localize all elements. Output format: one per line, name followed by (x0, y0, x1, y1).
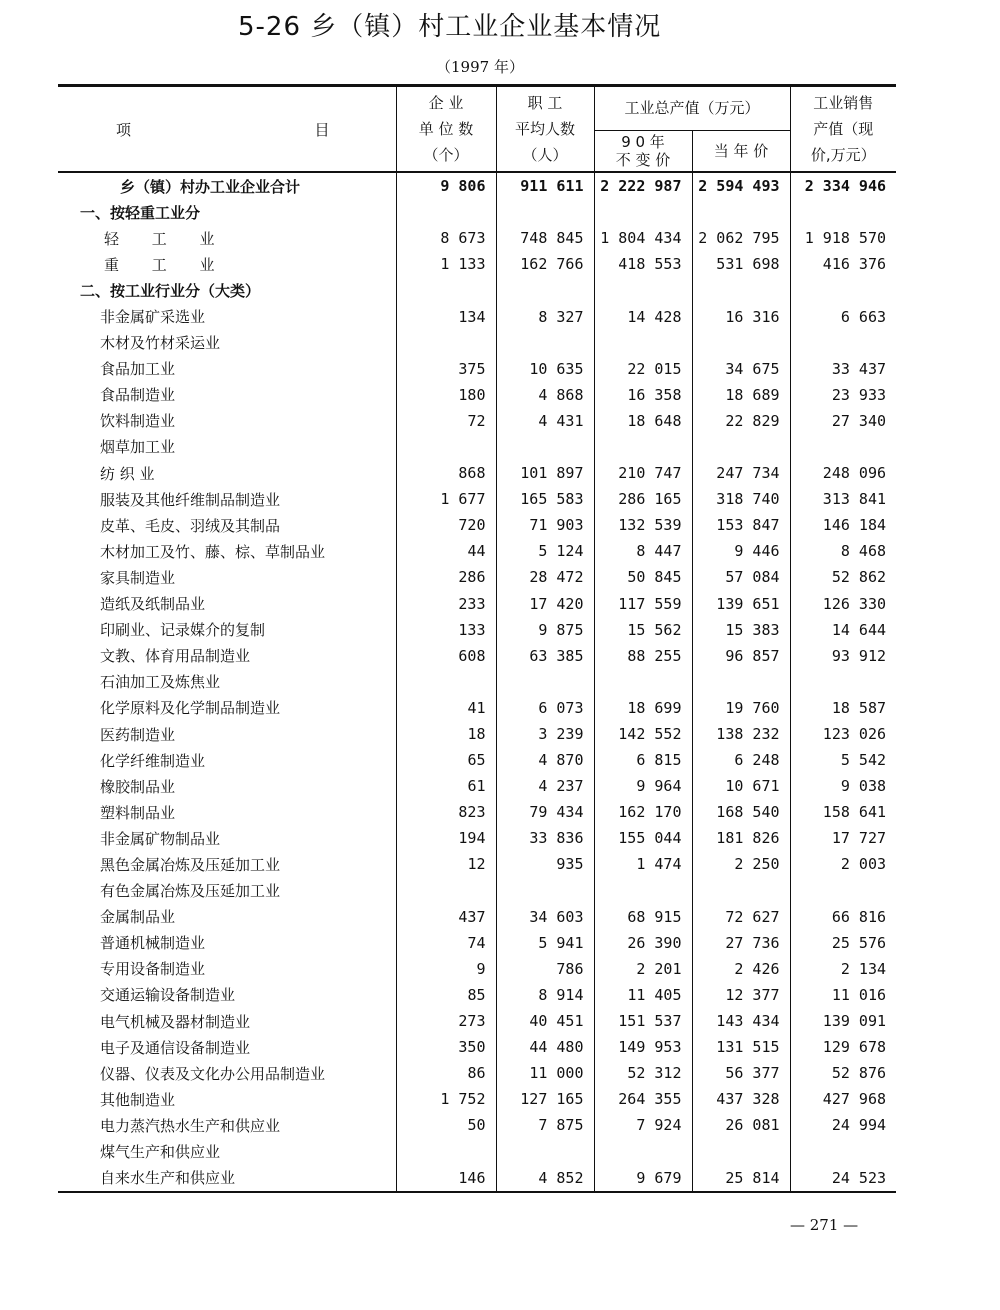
table-row (58, 1060, 896, 1086)
cell-enterprise-count: 134 (396, 303, 496, 329)
cell-output-current-price (692, 277, 790, 303)
cell-output-current-price: 2 426 (692, 956, 790, 982)
cell-employee-count: 4 870 (496, 747, 594, 773)
cell-output-current-price: 34 675 (692, 356, 790, 382)
cell-sales-output: 5 542 (790, 747, 896, 773)
row-label: 皮革、毛皮、羽绒及其制品 (100, 516, 281, 535)
cell-enterprise-count: 608 (396, 643, 496, 669)
cell-output-constant-price: 1 474 (594, 851, 692, 877)
header-employee-count: 职 工 平均人数 （人） (496, 86, 594, 173)
row-label: 有色金属冶炼及压延加工业 (100, 882, 281, 901)
cell-enterprise-count: 180 (396, 382, 496, 408)
cell-enterprise-count: 1 677 (396, 486, 496, 512)
cell-output-constant-price: 210 747 (594, 460, 692, 486)
cell-output-constant-price: 26 390 (594, 930, 692, 956)
row-label: 塑料制品业 (100, 803, 176, 822)
row-label: 医药制造业 (100, 725, 176, 744)
row-label: 煤气生产和供应业 (100, 1143, 221, 1162)
table-row (58, 1086, 896, 1112)
cell-output-constant-price: 50 845 (594, 564, 692, 590)
cell-output-constant-price: 117 559 (594, 591, 692, 617)
cell-output-current-price (692, 330, 790, 356)
row-label: 烟草加工业 (100, 438, 176, 457)
cell-sales-output: 9 038 (790, 773, 896, 799)
row-label: 化学纤维制造业 (100, 751, 206, 770)
cell-sales-output: 18 587 (790, 695, 896, 721)
cell-output-constant-price: 8 447 (594, 538, 692, 564)
cell-enterprise-count: 85 (396, 982, 496, 1008)
cell-output-current-price: 25 814 (692, 1165, 790, 1192)
cell-employee-count: 101 897 (496, 460, 594, 486)
cell-output-current-price: 143 434 (692, 1008, 790, 1034)
cell-sales-output (790, 669, 896, 695)
cell-output-constant-price: 132 539 (594, 512, 692, 538)
cell-enterprise-count (396, 1138, 496, 1164)
cell-sales-output: 2 334 946 (790, 172, 896, 199)
cell-enterprise-count: 437 (396, 904, 496, 930)
cell-output-constant-price: 22 015 (594, 356, 692, 382)
table-row (58, 1138, 896, 1164)
cell-output-current-price: 318 740 (692, 486, 790, 512)
cell-enterprise-count: 8 673 (396, 225, 496, 251)
cell-sales-output: 123 026 (790, 721, 896, 747)
header-output-current-price: 当 年 价 (692, 130, 790, 172)
cell-output-current-price (692, 434, 790, 460)
table-row (58, 172, 896, 199)
cell-employee-count (496, 330, 594, 356)
cell-enterprise-count: 720 (396, 512, 496, 538)
cell-employee-count: 162 766 (496, 251, 594, 277)
cell-output-constant-price: 286 165 (594, 486, 692, 512)
cell-enterprise-count: 350 (396, 1034, 496, 1060)
row-label: 食品加工业 (100, 360, 176, 379)
cell-enterprise-count (396, 434, 496, 460)
cell-output-current-price: 139 651 (692, 591, 790, 617)
cell-enterprise-count: 375 (396, 356, 496, 382)
cell-employee-count: 4 237 (496, 773, 594, 799)
table-row (58, 904, 896, 930)
cell-sales-output: 2 003 (790, 851, 896, 877)
cell-sales-output: 14 644 (790, 617, 896, 643)
cell-output-constant-price: 7 924 (594, 1112, 692, 1138)
cell-enterprise-count: 273 (396, 1008, 496, 1034)
row-label: 交通运输设备制造业 (100, 986, 236, 1005)
cell-sales-output: 66 816 (790, 904, 896, 930)
cell-employee-count (496, 277, 594, 303)
table-row (58, 512, 896, 538)
cell-enterprise-count: 65 (396, 747, 496, 773)
cell-output-constant-price: 9 964 (594, 773, 692, 799)
table-row (58, 1008, 896, 1034)
cell-employee-count: 748 845 (496, 225, 594, 251)
cell-employee-count (496, 878, 594, 904)
cell-employee-count: 8 914 (496, 982, 594, 1008)
row-label: 金属制品业 (100, 908, 176, 927)
cell-output-current-price (692, 878, 790, 904)
cell-output-constant-price: 14 428 (594, 303, 692, 329)
row-label: 非金属矿物制品业 (100, 829, 221, 848)
cell-employee-count: 786 (496, 956, 594, 982)
table-row (58, 199, 896, 225)
table-row (58, 1165, 896, 1192)
cell-sales-output: 129 678 (790, 1034, 896, 1060)
cell-output-constant-price (594, 434, 692, 460)
cell-employee-count: 79 434 (496, 799, 594, 825)
row-label: 二、按工业行业分（大类） (80, 281, 261, 300)
cell-output-current-price: 16 316 (692, 303, 790, 329)
cell-output-constant-price (594, 1138, 692, 1164)
cell-output-current-price: 2 062 795 (692, 225, 790, 251)
cell-employee-count: 63 385 (496, 643, 594, 669)
row-label: 食品制造业 (100, 386, 176, 405)
table-row (58, 303, 896, 329)
cell-output-current-price: 96 857 (692, 643, 790, 669)
cell-sales-output: 248 096 (790, 460, 896, 486)
table-row (58, 356, 896, 382)
cell-sales-output: 8 468 (790, 538, 896, 564)
row-label: 化学原料及化学制品制造业 (100, 699, 281, 718)
cell-output-constant-price: 264 355 (594, 1086, 692, 1112)
cell-enterprise-count: 1 752 (396, 1086, 496, 1112)
row-label: 文教、体育用品制造业 (100, 647, 251, 666)
table-row (58, 982, 896, 1008)
table-row (58, 956, 896, 982)
cell-employee-count: 5 941 (496, 930, 594, 956)
table-body (58, 172, 896, 1192)
cell-output-constant-price (594, 277, 692, 303)
page-number: — 271 — (790, 1216, 859, 1234)
cell-output-current-price: 12 377 (692, 982, 790, 1008)
cell-output-current-price: 6 248 (692, 747, 790, 773)
cell-enterprise-count: 823 (396, 799, 496, 825)
table-row (58, 851, 896, 877)
table-row (58, 643, 896, 669)
cell-employee-count: 11 000 (496, 1060, 594, 1086)
cell-employee-count: 17 420 (496, 591, 594, 617)
cell-sales-output: 2 134 (790, 956, 896, 982)
cell-output-constant-price: 16 358 (594, 382, 692, 408)
table-row (58, 382, 896, 408)
cell-sales-output: 27 340 (790, 408, 896, 434)
cell-enterprise-count: 1 133 (396, 251, 496, 277)
cell-enterprise-count: 868 (396, 460, 496, 486)
row-label: 重 工 业 (104, 255, 229, 274)
cell-employee-count (496, 669, 594, 695)
cell-output-constant-price: 88 255 (594, 643, 692, 669)
cell-sales-output (790, 199, 896, 225)
cell-output-constant-price: 2 201 (594, 956, 692, 982)
cell-output-current-price: 531 698 (692, 251, 790, 277)
cell-employee-count: 8 327 (496, 303, 594, 329)
cell-sales-output: 427 968 (790, 1086, 896, 1112)
cell-output-current-price: 57 084 (692, 564, 790, 590)
cell-output-constant-price: 418 553 (594, 251, 692, 277)
row-label: 专用设备制造业 (100, 960, 206, 979)
table-row (58, 277, 896, 303)
cell-employee-count: 3 239 (496, 721, 594, 747)
cell-enterprise-count: 146 (396, 1165, 496, 1192)
data-table (58, 84, 896, 1193)
cell-output-current-price: 26 081 (692, 1112, 790, 1138)
cell-enterprise-count: 9 806 (396, 172, 496, 199)
table-row (58, 486, 896, 512)
header-sales-output: 工业销售 产值（现 价,万元） (790, 86, 896, 173)
table-row (58, 538, 896, 564)
table-subtitle-year: （1997 年） (436, 58, 524, 76)
cell-enterprise-count: 18 (396, 721, 496, 747)
cell-enterprise-count: 86 (396, 1060, 496, 1086)
row-label: 电子及通信设备制造业 (100, 1038, 251, 1057)
row-label: 木材及竹材采运业 (100, 334, 221, 353)
table-row (58, 330, 896, 356)
cell-output-current-price: 19 760 (692, 695, 790, 721)
row-label: 乡（镇）村办工业企业合计 (120, 177, 301, 196)
cell-output-constant-price: 1 804 434 (594, 225, 692, 251)
cell-employee-count: 935 (496, 851, 594, 877)
cell-sales-output (790, 277, 896, 303)
cell-output-constant-price (594, 199, 692, 225)
row-label: 石油加工及炼焦业 (100, 673, 221, 692)
cell-sales-output: 6 663 (790, 303, 896, 329)
cell-employee-count: 5 124 (496, 538, 594, 564)
cell-output-constant-price: 18 648 (594, 408, 692, 434)
cell-sales-output (790, 330, 896, 356)
cell-sales-output: 52 862 (790, 564, 896, 590)
cell-output-current-price: 72 627 (692, 904, 790, 930)
table-row (58, 773, 896, 799)
cell-output-constant-price: 162 170 (594, 799, 692, 825)
row-label: 纺 织 业 (100, 464, 155, 483)
cell-employee-count: 33 836 (496, 825, 594, 851)
cell-output-current-price: 18 689 (692, 382, 790, 408)
row-label: 印刷业、记录媒介的复制 (100, 621, 266, 640)
table-row (58, 591, 896, 617)
cell-sales-output: 313 841 (790, 486, 896, 512)
cell-enterprise-count: 233 (396, 591, 496, 617)
cell-output-current-price: 27 736 (692, 930, 790, 956)
cell-enterprise-count (396, 669, 496, 695)
cell-output-current-price: 15 383 (692, 617, 790, 643)
table-row (58, 251, 896, 277)
table-row (58, 695, 896, 721)
cell-output-current-price: 2 250 (692, 851, 790, 877)
cell-enterprise-count: 50 (396, 1112, 496, 1138)
cell-output-constant-price: 149 953 (594, 1034, 692, 1060)
header-item-left: 项 (116, 121, 132, 139)
cell-sales-output: 24 523 (790, 1165, 896, 1192)
cell-enterprise-count: 286 (396, 564, 496, 590)
row-label: 黑色金属冶炼及压延加工业 (100, 855, 281, 874)
table-row (58, 825, 896, 851)
row-label: 饮料制造业 (100, 412, 176, 431)
row-label: 自来水生产和供应业 (58, 1165, 396, 1192)
cell-employee-count: 7 875 (496, 1112, 594, 1138)
cell-output-constant-price: 18 699 (594, 695, 692, 721)
row-label: 电气机械及器材制造业 (100, 1012, 251, 1031)
table-row (58, 669, 896, 695)
cell-employee-count (496, 199, 594, 225)
cell-employee-count: 9 875 (496, 617, 594, 643)
cell-output-current-price (692, 669, 790, 695)
cell-employee-count: 40 451 (496, 1008, 594, 1034)
table-row (58, 1112, 896, 1138)
cell-enterprise-count (396, 330, 496, 356)
table-row (58, 460, 896, 486)
row-label: 普通机械制造业 (100, 934, 206, 953)
cell-output-constant-price: 155 044 (594, 825, 692, 851)
cell-sales-output: 52 876 (790, 1060, 896, 1086)
header-enterprise-count: 企 业 单 位 数 （个） (396, 86, 496, 173)
cell-sales-output: 126 330 (790, 591, 896, 617)
cell-sales-output: 11 016 (790, 982, 896, 1008)
table-row (58, 1034, 896, 1060)
row-label: 木材加工及竹、藤、棕、草制品业 (100, 542, 326, 561)
row-label: 一、按轻重工业分 (80, 203, 201, 222)
cell-output-current-price: 437 328 (692, 1086, 790, 1112)
cell-sales-output: 146 184 (790, 512, 896, 538)
row-label: 电力蒸汽热水生产和供应业 (100, 1116, 281, 1135)
row-label: 家具制造业 (100, 568, 176, 587)
table-row (58, 434, 896, 460)
cell-employee-count: 10 635 (496, 356, 594, 382)
cell-sales-output (790, 878, 896, 904)
cell-output-constant-price (594, 669, 692, 695)
cell-output-constant-price: 11 405 (594, 982, 692, 1008)
cell-enterprise-count: 74 (396, 930, 496, 956)
cell-sales-output (790, 1138, 896, 1164)
row-label: 其他制造业 (100, 1090, 176, 1109)
cell-enterprise-count: 72 (396, 408, 496, 434)
cell-output-current-price: 131 515 (692, 1034, 790, 1060)
cell-employee-count: 6 073 (496, 695, 594, 721)
row-label: 非金属矿采选业 (100, 308, 206, 327)
cell-sales-output: 1 918 570 (790, 225, 896, 251)
cell-employee-count: 44 480 (496, 1034, 594, 1060)
cell-output-constant-price: 6 815 (594, 747, 692, 773)
cell-output-constant-price: 9 679 (594, 1165, 692, 1192)
cell-output-current-price: 10 671 (692, 773, 790, 799)
table-header (58, 86, 896, 173)
cell-sales-output: 33 437 (790, 356, 896, 382)
table-row (58, 721, 896, 747)
cell-enterprise-count: 133 (396, 617, 496, 643)
cell-enterprise-count: 12 (396, 851, 496, 877)
cell-sales-output: 24 994 (790, 1112, 896, 1138)
cell-output-current-price: 22 829 (692, 408, 790, 434)
table-row (58, 564, 896, 590)
cell-output-current-price: 138 232 (692, 721, 790, 747)
cell-output-constant-price: 142 552 (594, 721, 692, 747)
cell-output-constant-price: 52 312 (594, 1060, 692, 1086)
cell-employee-count: 4 852 (496, 1165, 594, 1192)
table-row (58, 617, 896, 643)
cell-employee-count: 71 903 (496, 512, 594, 538)
cell-output-current-price: 247 734 (692, 460, 790, 486)
row-label: 仪器、仪表及文化办公用品制造业 (100, 1064, 326, 1083)
header-item-right: 目 (314, 121, 330, 139)
row-label: 服装及其他纤维制品制造业 (100, 490, 281, 509)
cell-enterprise-count: 44 (396, 538, 496, 564)
cell-employee-count: 127 165 (496, 1086, 594, 1112)
row-label: 轻 工 业 (104, 229, 229, 248)
cell-output-current-price: 9 446 (692, 538, 790, 564)
cell-sales-output: 25 576 (790, 930, 896, 956)
cell-output-current-price: 2 594 493 (692, 172, 790, 199)
cell-sales-output (790, 434, 896, 460)
page-title: 5-26 乡（镇）村工业企业基本情况 (238, 12, 662, 42)
cell-enterprise-count: 194 (396, 825, 496, 851)
table-row (58, 878, 896, 904)
cell-enterprise-count: 41 (396, 695, 496, 721)
cell-output-constant-price: 2 222 987 (594, 172, 692, 199)
header-output-constant-price: 9 0 年 不 变 价 (594, 130, 692, 172)
header-output-group: 工业总产值（万元） (594, 86, 790, 131)
cell-enterprise-count: 9 (396, 956, 496, 982)
cell-employee-count: 28 472 (496, 564, 594, 590)
cell-output-current-price: 153 847 (692, 512, 790, 538)
table-row (58, 930, 896, 956)
cell-employee-count: 911 611 (496, 172, 594, 199)
cell-sales-output: 93 912 (790, 643, 896, 669)
cell-output-current-price (692, 1138, 790, 1164)
cell-output-constant-price (594, 330, 692, 356)
cell-sales-output: 17 727 (790, 825, 896, 851)
table-row (58, 408, 896, 434)
cell-enterprise-count (396, 199, 496, 225)
cell-output-constant-price: 151 537 (594, 1008, 692, 1034)
row-label: 橡胶制品业 (100, 777, 176, 796)
cell-sales-output: 416 376 (790, 251, 896, 277)
cell-employee-count: 4 868 (496, 382, 594, 408)
cell-employee-count (496, 1138, 594, 1164)
cell-output-current-price (692, 199, 790, 225)
table-row (58, 225, 896, 251)
table-row (58, 747, 896, 773)
cell-enterprise-count (396, 277, 496, 303)
cell-output-current-price: 168 540 (692, 799, 790, 825)
table-row (58, 799, 896, 825)
cell-output-constant-price: 15 562 (594, 617, 692, 643)
cell-output-constant-price (594, 878, 692, 904)
cell-sales-output: 23 933 (790, 382, 896, 408)
cell-output-current-price: 56 377 (692, 1060, 790, 1086)
row-label: 造纸及纸制品业 (100, 595, 206, 614)
cell-employee-count: 4 431 (496, 408, 594, 434)
cell-employee-count: 165 583 (496, 486, 594, 512)
cell-sales-output: 158 641 (790, 799, 896, 825)
cell-output-constant-price: 68 915 (594, 904, 692, 930)
header-item (58, 86, 396, 173)
cell-output-current-price: 181 826 (692, 825, 790, 851)
cell-employee-count: 34 603 (496, 904, 594, 930)
cell-enterprise-count: 61 (396, 773, 496, 799)
cell-employee-count (496, 434, 594, 460)
cell-enterprise-count (396, 878, 496, 904)
cell-sales-output: 139 091 (790, 1008, 896, 1034)
